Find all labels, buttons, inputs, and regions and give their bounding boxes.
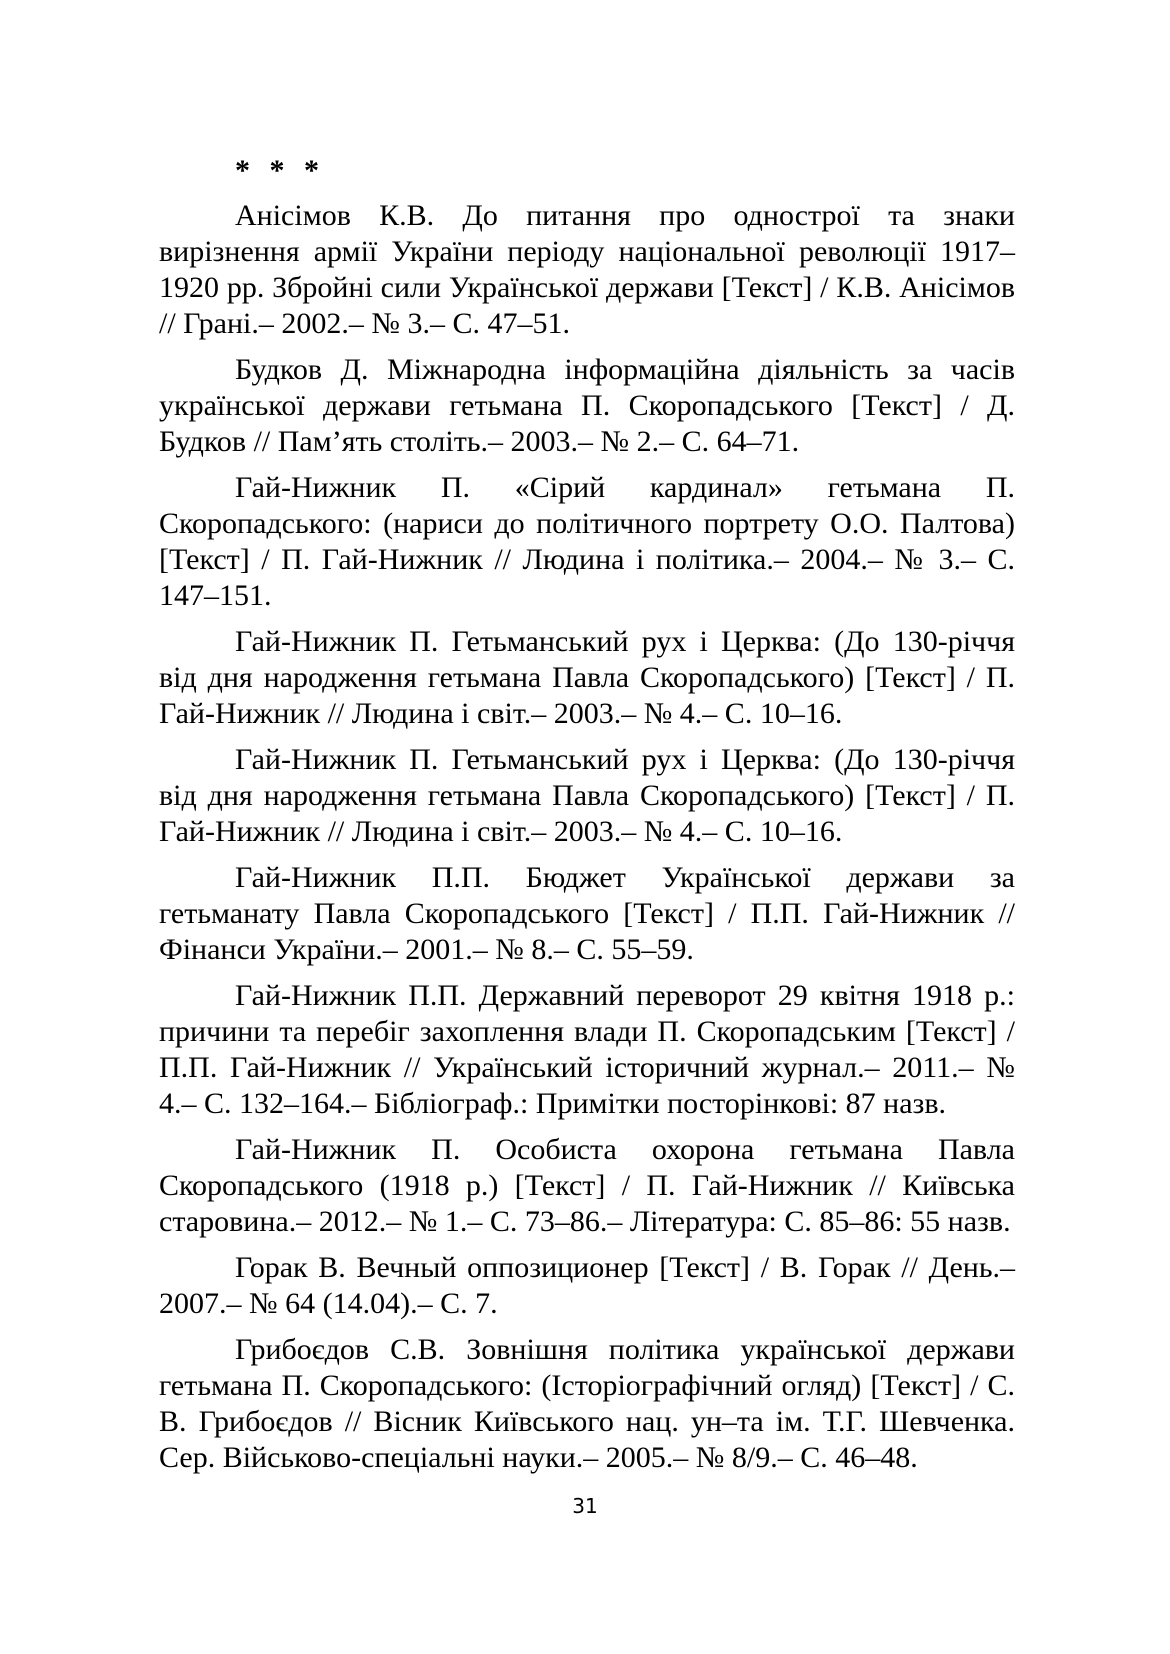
page-number: 31 [572,1494,598,1518]
bibliography-entry: Будков Д. Міжнародна інформаційна діяльність за часів української держави гетьмана П. Скоропадського [Текст] / Д. Будков // Пам’ять століть.– 2003.– № 2.– С. 64–71. [159,353,1015,458]
bibliography-entry: Гай-Нижник П.П. Бюджет Української держави за гетьманату Павла Скоропадського [Текст] / П.П. Гай-Нижник // Фінанси України.– 2001.– № 8.– С. 55–59. [159,861,1015,966]
bibliography-entry: Гай-Нижник П. Гетьманський рух і Церква: (До 130-річчя від дня народження гетьмана Павла Скоропадського) [Текст] / П. Гай-Нижник // Людина і світ.– 2003.– № 4.– С. 10–16. [159,743,1015,848]
bibliography-entry: Горак В. Вечный оппозиционер [Текст] / В. Горак // День.– 2007.– № 64 (14.04).– С. 7. [159,1251,1015,1320]
bibliography-text [159,156,1015,1486]
bibliography-entry: Гай-Нижник П. Особиста охорона гетьмана Павла Скоропадського (1918 р.) [Текст] / П. Гай-Нижник // Київська старовина.– 2012.– № 1.– С. 73–86.– Література: С. 85–86: 55 назв. [159,1133,1015,1238]
bibliography-entry: Анісімов К.В. До питання про однострої та знаки вирізнення армії України періоду національної революції 1917–1920 рр. Збройні сили Української держави [Текст] / К.В. Анісімов // Грані.– 2002.– № 3.– С. 47–51. [159,199,1015,340]
bibliography-entry: Гай-Нижник П.П. Державний переворот 29 квітня 1918 р.: причини та перебіг захоплення влади П. Скоропадським [Текст] / П.П. Гай-Нижник // Український історичний журнал.– 2011.– № 4.– С. 132–164.– Бібліограф.: Примітки посторінкові: 87 назв. [159,979,1015,1120]
bibliography-entry: Гай-Нижник П. «Сірий кардинал» гетьмана П. Скоропадського: (нариси до політичного портрету О.О. Палтова) [Текст] / П. Гай-Нижник // Людина і політика.– 2004.– № 3.– С. 147–151. [159,471,1015,612]
bibliography-entry: Грибоєдов С.В. Зовнішня політика української держави гетьмана П. Скоропадського: (Історіографічний огляд) [Текст] / С. В. Грибоєдов // Вісник Київського нац. ун–та ім. Т.Г. Шевченка. Сер. Військово-спеціальні науки.– 2005.– № 8/9.– С. 46–48. [159,1333,1015,1474]
section-separator: * * * [235,154,325,187]
bibliography-entry: Гай-Нижник П. Гетьманський рух і Церква: (До 130-річчя від дня народження гетьмана Павла Скоропадського) [Текст] / П. Гай-Нижник // Людина і світ.– 2003.– № 4.– С. 10–16. [159,625,1015,730]
